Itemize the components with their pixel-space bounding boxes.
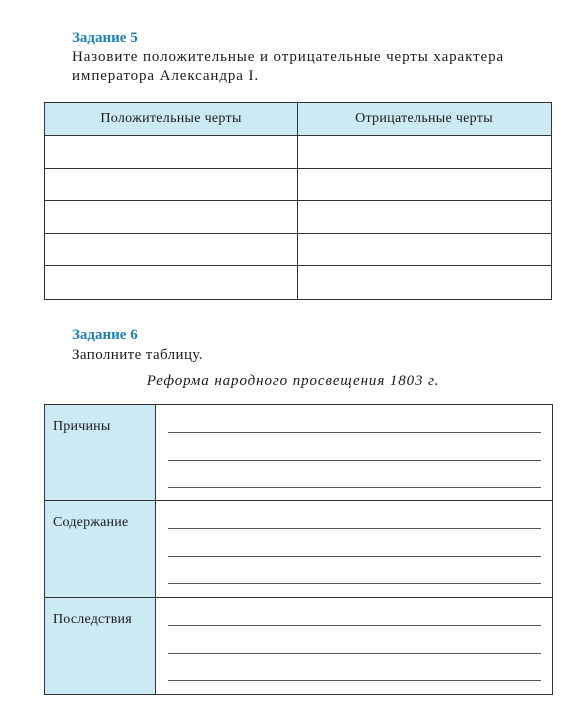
positive-cell[interactable]	[45, 136, 298, 168]
task6-text: Заполните таблицу.	[72, 347, 203, 363]
row-label-content: Содержание	[45, 501, 156, 596]
answer-line[interactable]	[168, 680, 541, 681]
positive-cell[interactable]	[45, 266, 298, 299]
task5-title: Задание 5	[72, 30, 138, 46]
task5-text: Назовите положительные и отрицательные черты характера императора Александра I.	[72, 49, 505, 84]
negative-cell[interactable]	[298, 136, 550, 168]
traits-table	[44, 102, 552, 300]
reform-row-content	[45, 501, 552, 597]
table-row	[45, 234, 551, 267]
positive-cell[interactable]	[45, 169, 298, 201]
answer-line[interactable]	[168, 583, 541, 584]
answer-line[interactable]	[168, 528, 541, 529]
answer-line[interactable]	[168, 460, 541, 461]
header-negative-traits: Отрицательные черты	[355, 111, 493, 126]
table-row	[45, 266, 551, 299]
answer-line[interactable]	[168, 653, 541, 654]
reform-row-consequences	[45, 598, 552, 694]
negative-cell[interactable]	[298, 234, 550, 266]
answer-line[interactable]	[168, 432, 541, 433]
reform-table	[44, 404, 553, 695]
traits-table-header	[45, 103, 551, 136]
answer-lines[interactable]	[156, 405, 552, 500]
row-label-consequences: Последствия	[45, 598, 156, 694]
table-row	[45, 136, 551, 169]
positive-cell[interactable]	[45, 201, 298, 233]
answer-line[interactable]	[168, 625, 541, 626]
answer-lines[interactable]	[156, 598, 552, 694]
answer-lines[interactable]	[156, 501, 552, 596]
task6-title: Задание 6	[72, 327, 138, 343]
negative-cell[interactable]	[298, 266, 550, 299]
table-row	[45, 169, 551, 202]
header-positive-traits: Положительные черты	[45, 103, 298, 135]
answer-line[interactable]	[168, 556, 541, 557]
negative-cell[interactable]	[298, 169, 550, 201]
answer-line[interactable]	[168, 487, 541, 488]
positive-cell[interactable]	[45, 234, 298, 266]
reform-row-causes	[45, 405, 552, 501]
table-caption: Реформа народного просвещения 1803 г.	[146, 373, 440, 389]
table-row	[45, 201, 551, 234]
row-label-causes: Причины	[45, 405, 156, 500]
negative-cell[interactable]	[298, 201, 550, 233]
